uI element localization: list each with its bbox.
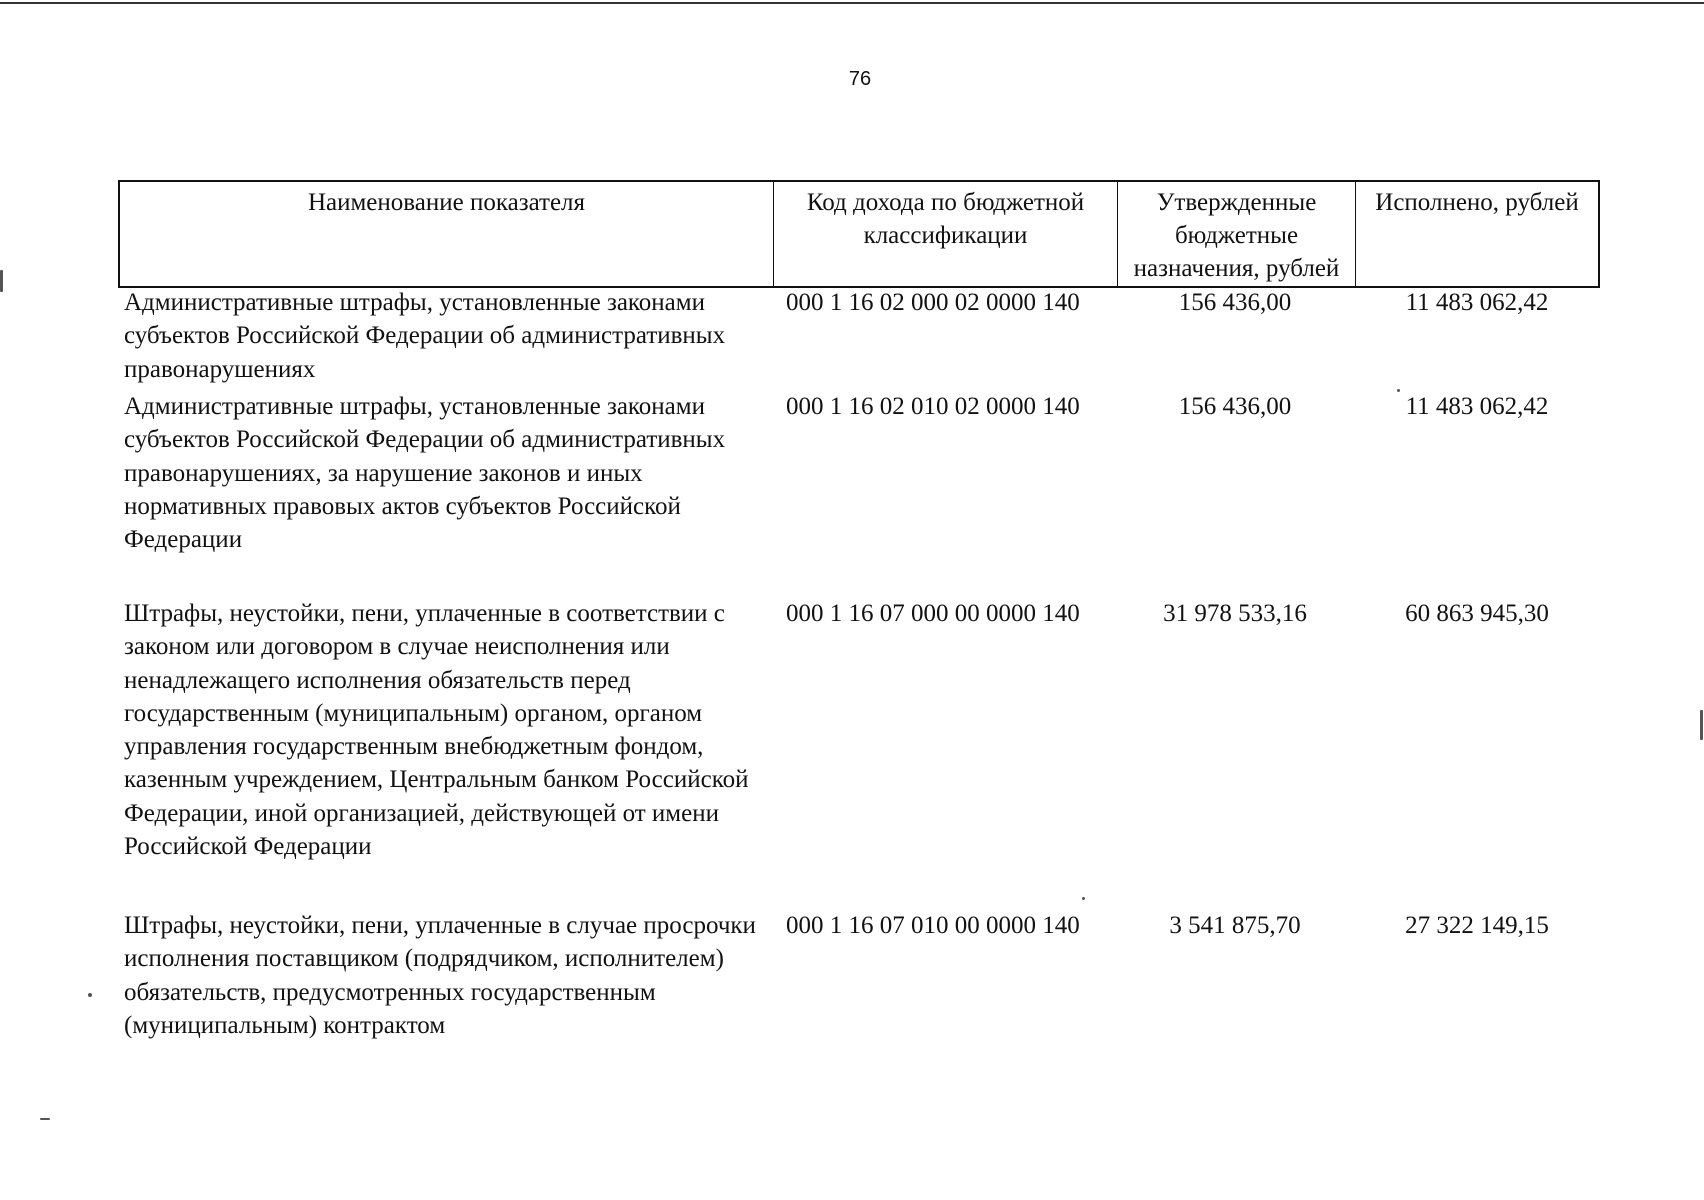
indicator-name-cell: Штрафы, неустойки, пени, уплаченные в случае просрочки исполнения поставщиком (подрядчиком, исполнителем) обязательств, предусмотренных государственным (муниципальным) контрактом bbox=[124, 912, 756, 1039]
executed-amount-cell: 11 483 062,42 bbox=[1405, 289, 1549, 316]
approved-amount-cell: 31 978 533,16 bbox=[1163, 600, 1307, 627]
scan-speck bbox=[88, 993, 92, 997]
indicator-name-cell: Административные штрафы, установленные законами субъектов Российской Федерации об административных правонарушениях, за нарушение законов и иных нормативных правовых актов субъектов Российской Федерации bbox=[124, 393, 726, 554]
table-row bbox=[118, 597, 1600, 863]
indicator-name-cell: Административные штрафы, установленные законами субъектов Российской Федерации об административных правонарушениях bbox=[124, 289, 726, 383]
scan-speck bbox=[1397, 389, 1400, 392]
header-approved-amount: Утвержденные бюджетные назначения, рублей bbox=[1118, 182, 1356, 286]
income-code-cell: 000 1 16 02 000 02 0000 140 bbox=[786, 289, 1080, 316]
table-row bbox=[118, 286, 1600, 386]
header-indicator-name: Наименование показателя bbox=[120, 182, 774, 286]
top-border-line bbox=[0, 2, 1704, 4]
table-row bbox=[118, 909, 1600, 1042]
approved-amount-cell: 156 436,00 bbox=[1178, 289, 1292, 316]
scan-speck bbox=[0, 270, 3, 292]
income-code-cell: 000 1 16 07 000 00 0000 140 bbox=[786, 600, 1080, 627]
executed-amount-cell: 11 483 062,42 bbox=[1405, 393, 1549, 420]
scan-speck bbox=[1082, 897, 1085, 900]
scan-speck bbox=[40, 1118, 50, 1120]
income-code-cell: 000 1 16 07 010 00 0000 140 bbox=[786, 912, 1080, 939]
executed-amount-cell: 60 863 945,30 bbox=[1405, 600, 1549, 627]
indicator-name-cell: Штрафы, неустойки, пени, уплаченные в соответствии с законом или договором в случае неисполнения или ненадлежащего исполнения обязательств перед государственным (муниципальным) органом, органом управления государственным внебюджетным фондом, казенным учреждением, Центральным банком Российской Федерации, иной организацией, действующей от имени Российской Федерации bbox=[124, 600, 749, 861]
table-header bbox=[118, 180, 1600, 288]
header-executed-amount: Исполнено, рублей bbox=[1375, 189, 1579, 216]
header-income-code: Код дохода по бюджетной классификации bbox=[774, 182, 1118, 286]
table-row bbox=[118, 390, 1600, 556]
executed-amount-cell: 27 322 149,15 bbox=[1405, 912, 1549, 939]
approved-amount-cell: 3 541 875,70 bbox=[1169, 912, 1301, 939]
income-code-cell: 000 1 16 02 010 02 0000 140 bbox=[786, 393, 1080, 420]
page-number: 76 bbox=[848, 68, 872, 90]
approved-amount-cell: 156 436,00 bbox=[1178, 393, 1292, 420]
scan-speck bbox=[1700, 710, 1703, 740]
